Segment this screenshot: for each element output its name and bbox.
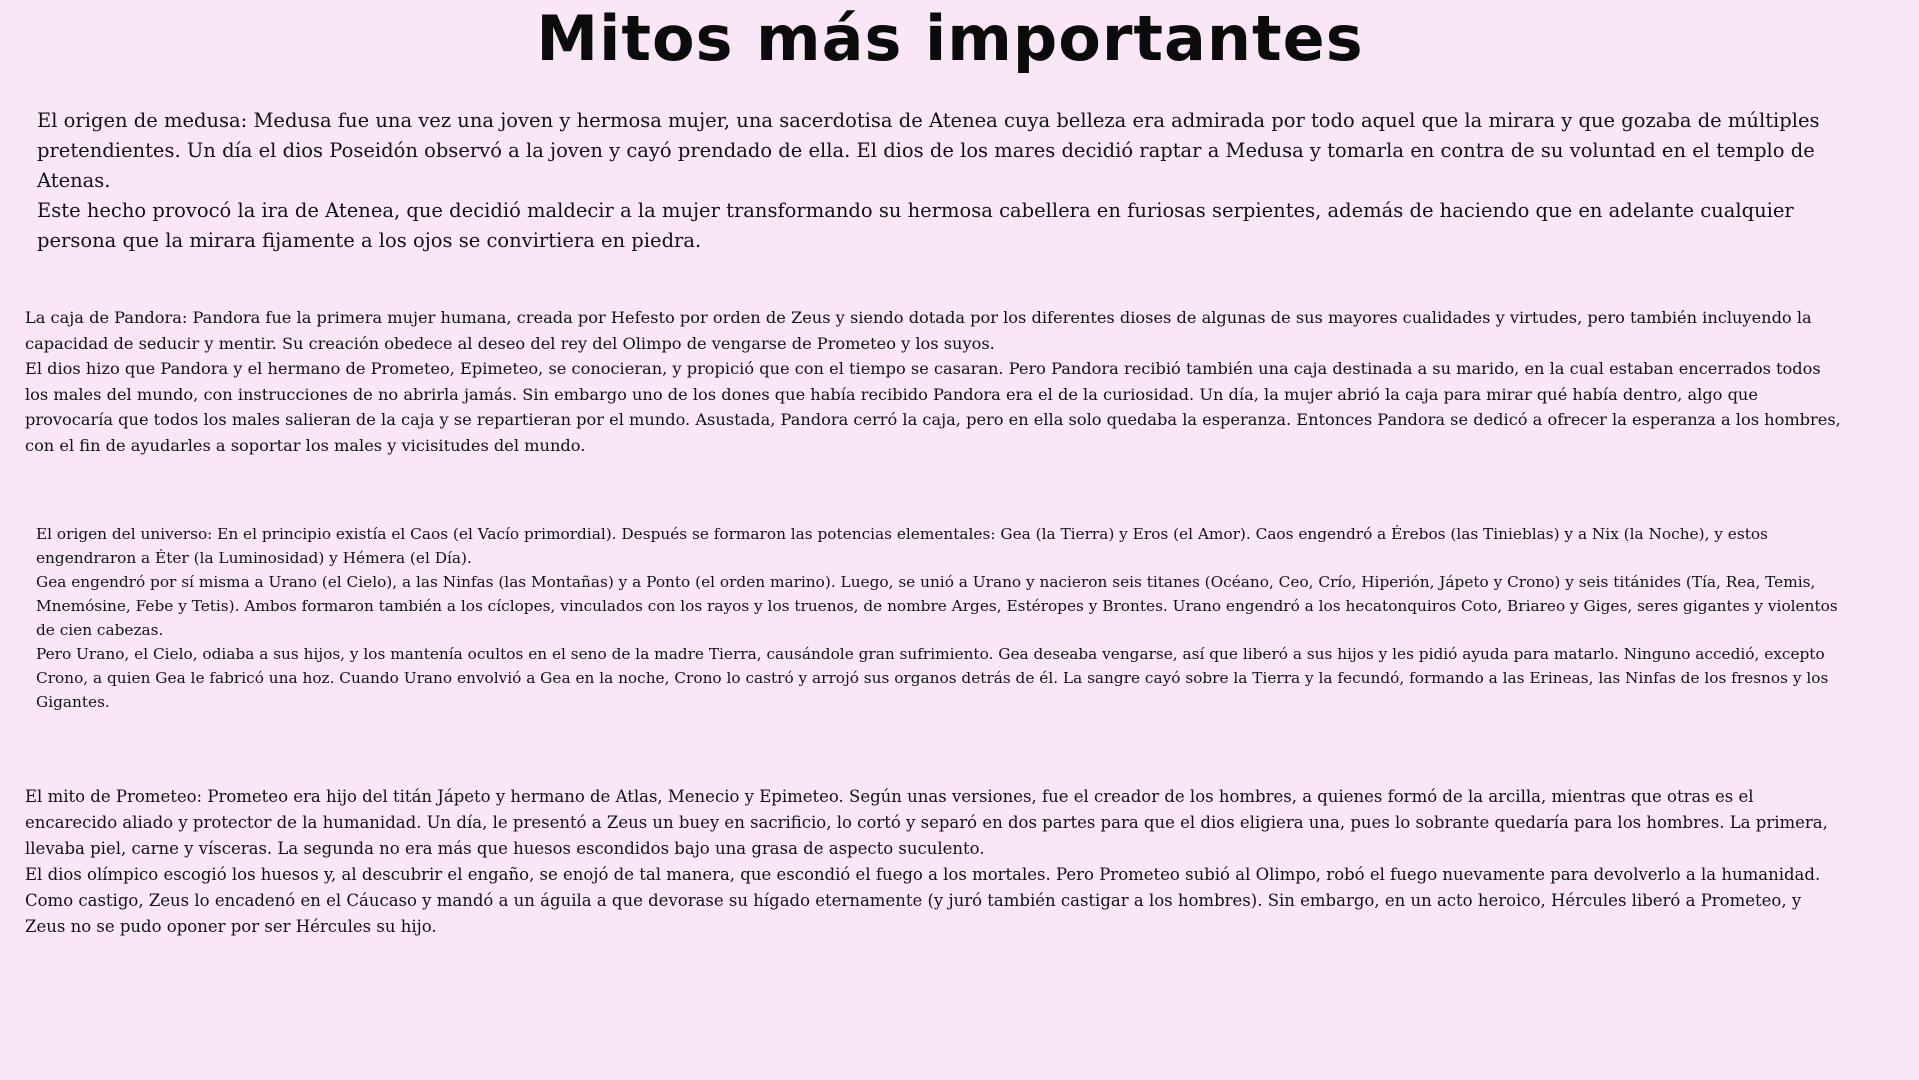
paragraph: Este hecho provocó la ira de Atenea, que decidió maldecir a la mujer transformando su hermosa cabellera en furiosas serpientes, además de haciendo que en adelante cualquier persona que la mirara fijamente a los ojos se convirtiera en piedra. (37, 199, 1794, 252)
myth-pandora (25, 305, 1845, 459)
paragraph: El origen de medusa: Medusa fue una vez una joven y hermosa mujer, una sacerdotisa de Atenea cuya belleza era admirada por todo aquel que la mirara y que gozaba de múltiples pretendientes. Un día el dios Poseidón observó a la joven y cayó prendado de ella. El dios de los mares decidió raptar a Medusa y tomarla en contra de su voluntad en el templo de Atenas. (37, 109, 1820, 192)
myth-medusa (37, 106, 1837, 256)
paragraph: El dios hizo que Pandora y el hermano de Prometeo, Epimeteo, se conocieran, y propició que con el tiempo se casaran. Pero Pandora recibió también una caja destinada a su marido, en la cual estaban encerrados todos los males del mundo, con instrucciones de no abrirla jamás. Sin embargo uno de los dones que había recibido Pandora era el de la curiosidad. Un día, la mujer abrió la caja para mirar qué había dentro, algo que provocaría que todos los males salieran de la caja y se repartieran por el mundo. Asustada, Pandora cerró la caja, pero en ella solo quedaba la esperanza. Entonces Pandora se dedicó a ofrecer la esperanza a los hombres, con el fin de ayudarles a soportar los males y vicisitudes del mundo. (25, 359, 1841, 455)
paragraph: El origen del universo: En el principio existía el Caos (el Vacío primordial). Después se formaron las potencias elementales: Gea (la Tierra) y Eros (el Amor). Caos engendró a Érebos (las Tinieblas) y a Nix (la Noche), y estos engendraron a Éter (la Luminosidad) y Hémera (el Día). (36, 525, 1768, 567)
paragraph: Gea engendró por sí misma a Urano (el Cielo), a las Ninfas (las Montañas) y a Ponto (el orden marino). Luego, se unió a Urano y nacieron seis titanes (Océano, Ceo, Crío, Hiperión, Jápeto y Crono) y seis titánides (Tía, Rea, Temis, Mnemósine, Febe y Tetis). Ambos formaron también a los cíclopes, vinculados con los rayos y los truenos, de nombre Arges, Estéropes y Brontes. Urano engendró a los hecatonquiros Coto, Briareo y Giges, seres gigantes y violentos de cien cabezas. (36, 573, 1838, 639)
paragraph: La caja de Pandora: Pandora fue la primera mujer humana, creada por Hefesto por orden de Zeus y siendo dotada por los diferentes dioses de algunas de sus mayores cualidades y virtudes, pero también incluyendo la capacidad de seducir y mentir. Su creación obedece al deseo del rey del Olimpo de vengarse de Prometeo y los suyos. (25, 308, 1812, 353)
page-title: Mitos más importantes (536, 2, 1364, 75)
paragraph: El mito de Prometeo: Prometeo era hijo del titán Jápeto y hermano de Atlas, Menecio y Epimeteo. Según unas versiones, fue el creador de los hombres, a quienes formó de la arcilla, mientras que otras es el encarecido aliado y protector de la humanidad. Un día, le presentó a Zeus un buey en sacrificio, lo cortó y separó en dos partes para que el dios eligiera una, pues lo sobrante quedaría para los hombres. La primera, llevaba piel, carne y vísceras. La segunda no era más que huesos escondidos bajo una grasa de aspecto suculento. (25, 787, 1828, 858)
myth-universe-origin (36, 522, 1846, 714)
paragraph: Pero Urano, el Cielo, odiaba a sus hijos, y los mantenía ocultos en el seno de la madre Tierra, causándole gran sufrimiento. Gea deseaba vengarse, así que liberó a sus hijos y les pidió ayuda para matarlo. Ninguno accedió, excepto Crono, a quien Gea le fabricó una hoz. Cuando Urano envolvió a Gea en la noche, Crono lo castró y arrojó sus organos detrás de él. La sangre cayó sobre la Tierra y la fecundó, formando a las Erineas, las Ninfas de los fresnos y los Gigantes. (36, 645, 1829, 711)
myth-prometheus (25, 784, 1845, 940)
paragraph: El dios olímpico escogió los huesos y, al descubrir el engaño, se enojó de tal manera, que escondió el fuego a los mortales. Pero Prometeo subió al Olimpo, robó el fuego nuevamente para devolverlo a la humanidad. Como castigo, Zeus lo encadenó en el Cáucaso y mandó a un águila a que devorase su hígado eternamente (y juró también castigar a los hombres). Sin embargo, en un acto heroico, Hércules liberó a Prometeo, y Zeus no se pudo oponer por ser Hércules su hijo. (25, 865, 1821, 936)
